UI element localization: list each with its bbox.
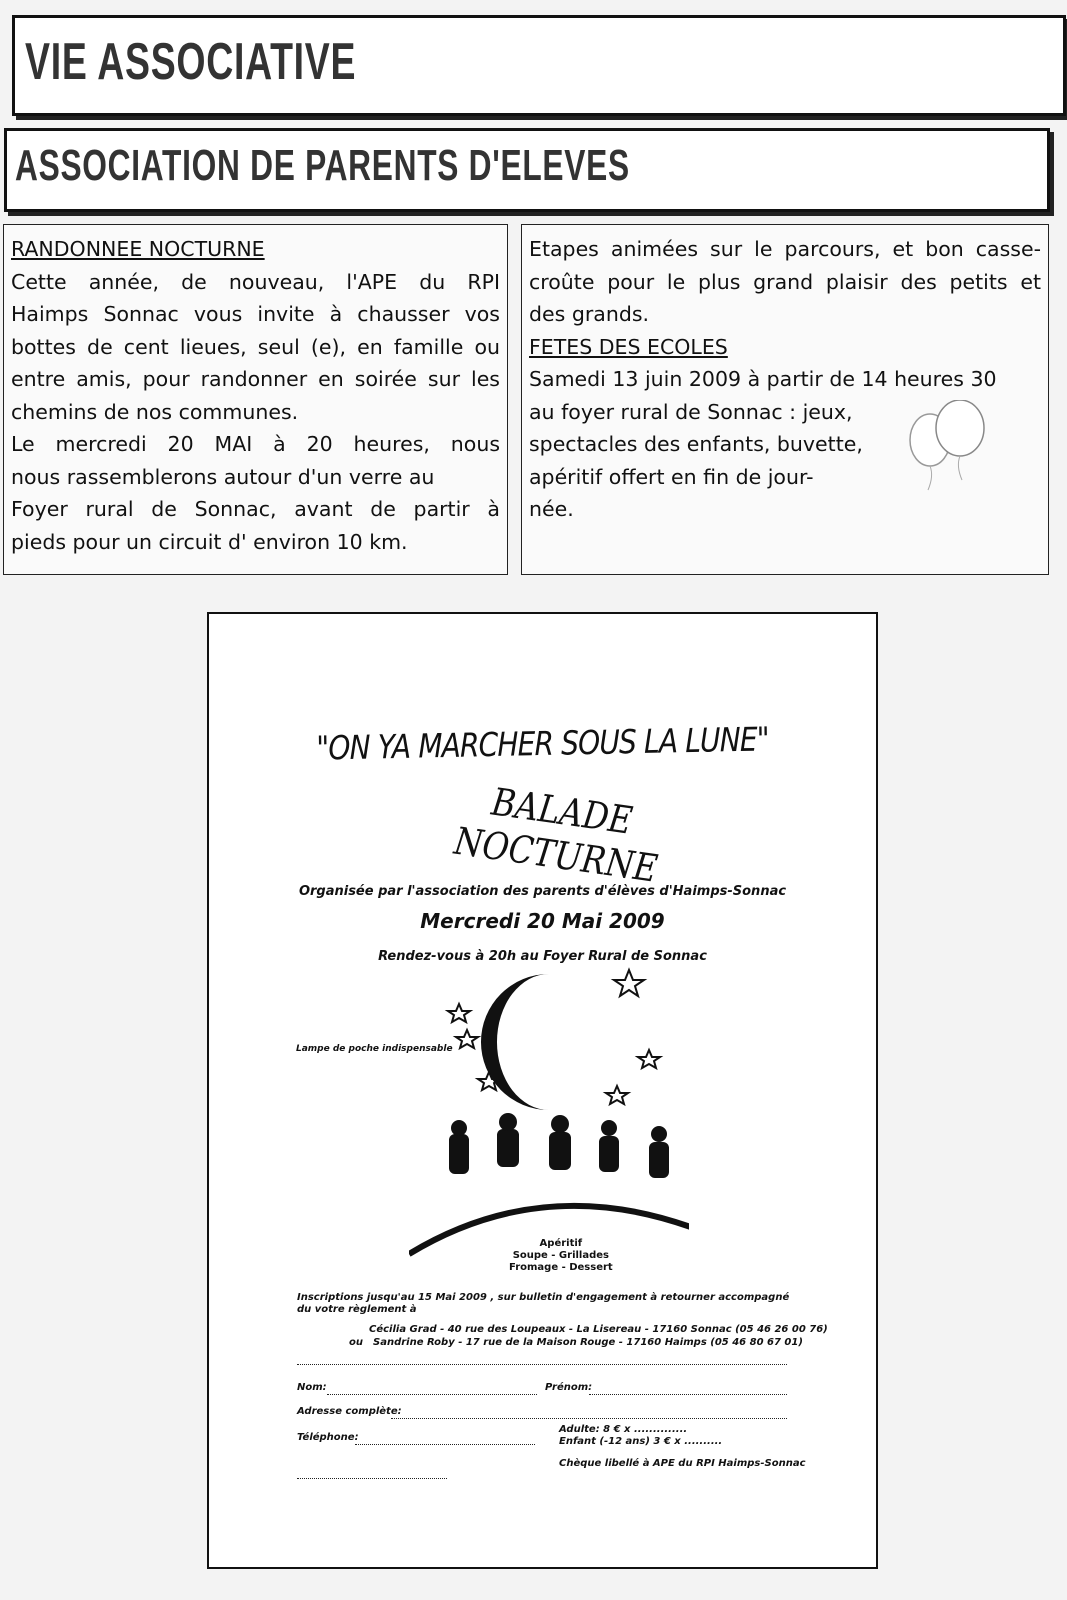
moon-hikers-illustration (409, 964, 689, 1264)
text-line: Foyer rural de Sonnac, avant de partir à (11, 497, 500, 521)
text-line: entre amis, pour randonner en soirée sur les (11, 367, 500, 391)
form-cut-line (297, 1478, 447, 1479)
randonnee-heading: RANDONNEE NOCTURNE (11, 237, 265, 261)
form-prenom-field (589, 1394, 787, 1395)
form-dots (297, 1364, 787, 1365)
subsection-header (4, 128, 1050, 212)
text-line: Haimps Sonnac vous invite à chausser vos (11, 302, 500, 326)
form-adresse-label: Adresse complète: (297, 1406, 402, 1417)
randonnee-box (3, 224, 508, 575)
menu-item: Soupe - Grillades (512, 1250, 609, 1261)
text-line: Etapes animées sur le parcours, et bon casse- (529, 237, 1041, 261)
form-enfant: Enfant (-12 ans) 3 € x .......... (559, 1436, 723, 1447)
form-telephone-field (355, 1444, 535, 1445)
text-line: apéritif offert en fin de jour- (529, 464, 814, 489)
form-adulte: Adulte: 8 € x .............. (559, 1424, 688, 1435)
form-inscription: Inscriptions jusqu'au 15 Mai 2009 , sur bulletin d'engagement à retourner accompagné du votre règlement à (297, 1292, 790, 1315)
section-header (12, 15, 1066, 116)
form-telephone-label: Téléphone: (297, 1432, 359, 1443)
flyer-organizer: Organisée par l'association des parents d'élèves d'Haimps-Sonnac (298, 884, 787, 899)
stars-icon (448, 970, 660, 1104)
subsection-title: ASSOCIATION DE PARENTS D'ELEVES (15, 141, 630, 190)
text-line: nous rassemblerons autour d'un verre au (11, 464, 435, 489)
flyer-menu (509, 1238, 613, 1274)
text-line: des grands. (529, 302, 650, 326)
flyer-subtitle: BALADE NOCTURNE (451, 779, 661, 891)
menu-item: Fromage - Dessert (509, 1262, 613, 1273)
balloons-icon (908, 400, 988, 495)
form-adresse-field (391, 1418, 787, 1419)
form-cheque: Chèque libellé à APE du RPI Haimps-Sonnac (559, 1458, 806, 1469)
text-line: née. (529, 497, 574, 521)
hikers-icon (449, 1113, 669, 1178)
fetes-heading: FETES DES ECOLES (529, 334, 728, 359)
menu-item: Apéritif (539, 1238, 583, 1249)
flyer (207, 612, 878, 1569)
form-nom-label: Nom: (297, 1382, 327, 1393)
moon-icon (481, 974, 549, 1110)
flyer-meeting: Rendez-vous à 20h au Foyer Rural de Sonnac (378, 949, 707, 964)
form-nom-field (327, 1394, 537, 1395)
flyer-date: Mercredi 20 Mai 2009 (420, 909, 665, 933)
text-line: croûte pour le plus grand plaisir des petits et (529, 269, 1041, 294)
text-line: pieds pour un circuit d' environ 10 km. (11, 529, 408, 554)
text-line: au foyer rural de Sonnac : jeux, (529, 399, 853, 424)
flyer-side-note: Lampe de poche indispensable (296, 1044, 453, 1054)
form-contact2: Sandrine Roby - 17 rue de la Maison Rouge - 17160 Haimps (05 46 80 67 01) (373, 1337, 803, 1348)
form-prenom-label: Prénom: (545, 1382, 593, 1393)
text-line: bottes de cent lieues, seul (e), en famille ou (11, 334, 500, 359)
text-line: Cette année, de nouveau, l'APE du RPI (11, 269, 500, 294)
text-line: Samedi 13 juin 2009 à partir de 14 heures 30 (529, 367, 997, 391)
section-title: VIE ASSOCIATIVE (25, 33, 357, 91)
form-ou: ou (349, 1337, 363, 1348)
text-line: spectacles des enfants, buvette, (529, 432, 863, 456)
flyer-title: "ON YA MARCHER SOUS LA LUNE" (316, 719, 769, 768)
text-line: Le mercredi 20 MAI à 20 heures, nous (11, 432, 500, 456)
text-line: chemins de nos communes. (11, 399, 299, 424)
form-contact1: Cécilia Grad - 40 rue des Loupeaux - La Lisereau - 17160 Sonnac (05 46 26 00 76) (369, 1324, 828, 1335)
